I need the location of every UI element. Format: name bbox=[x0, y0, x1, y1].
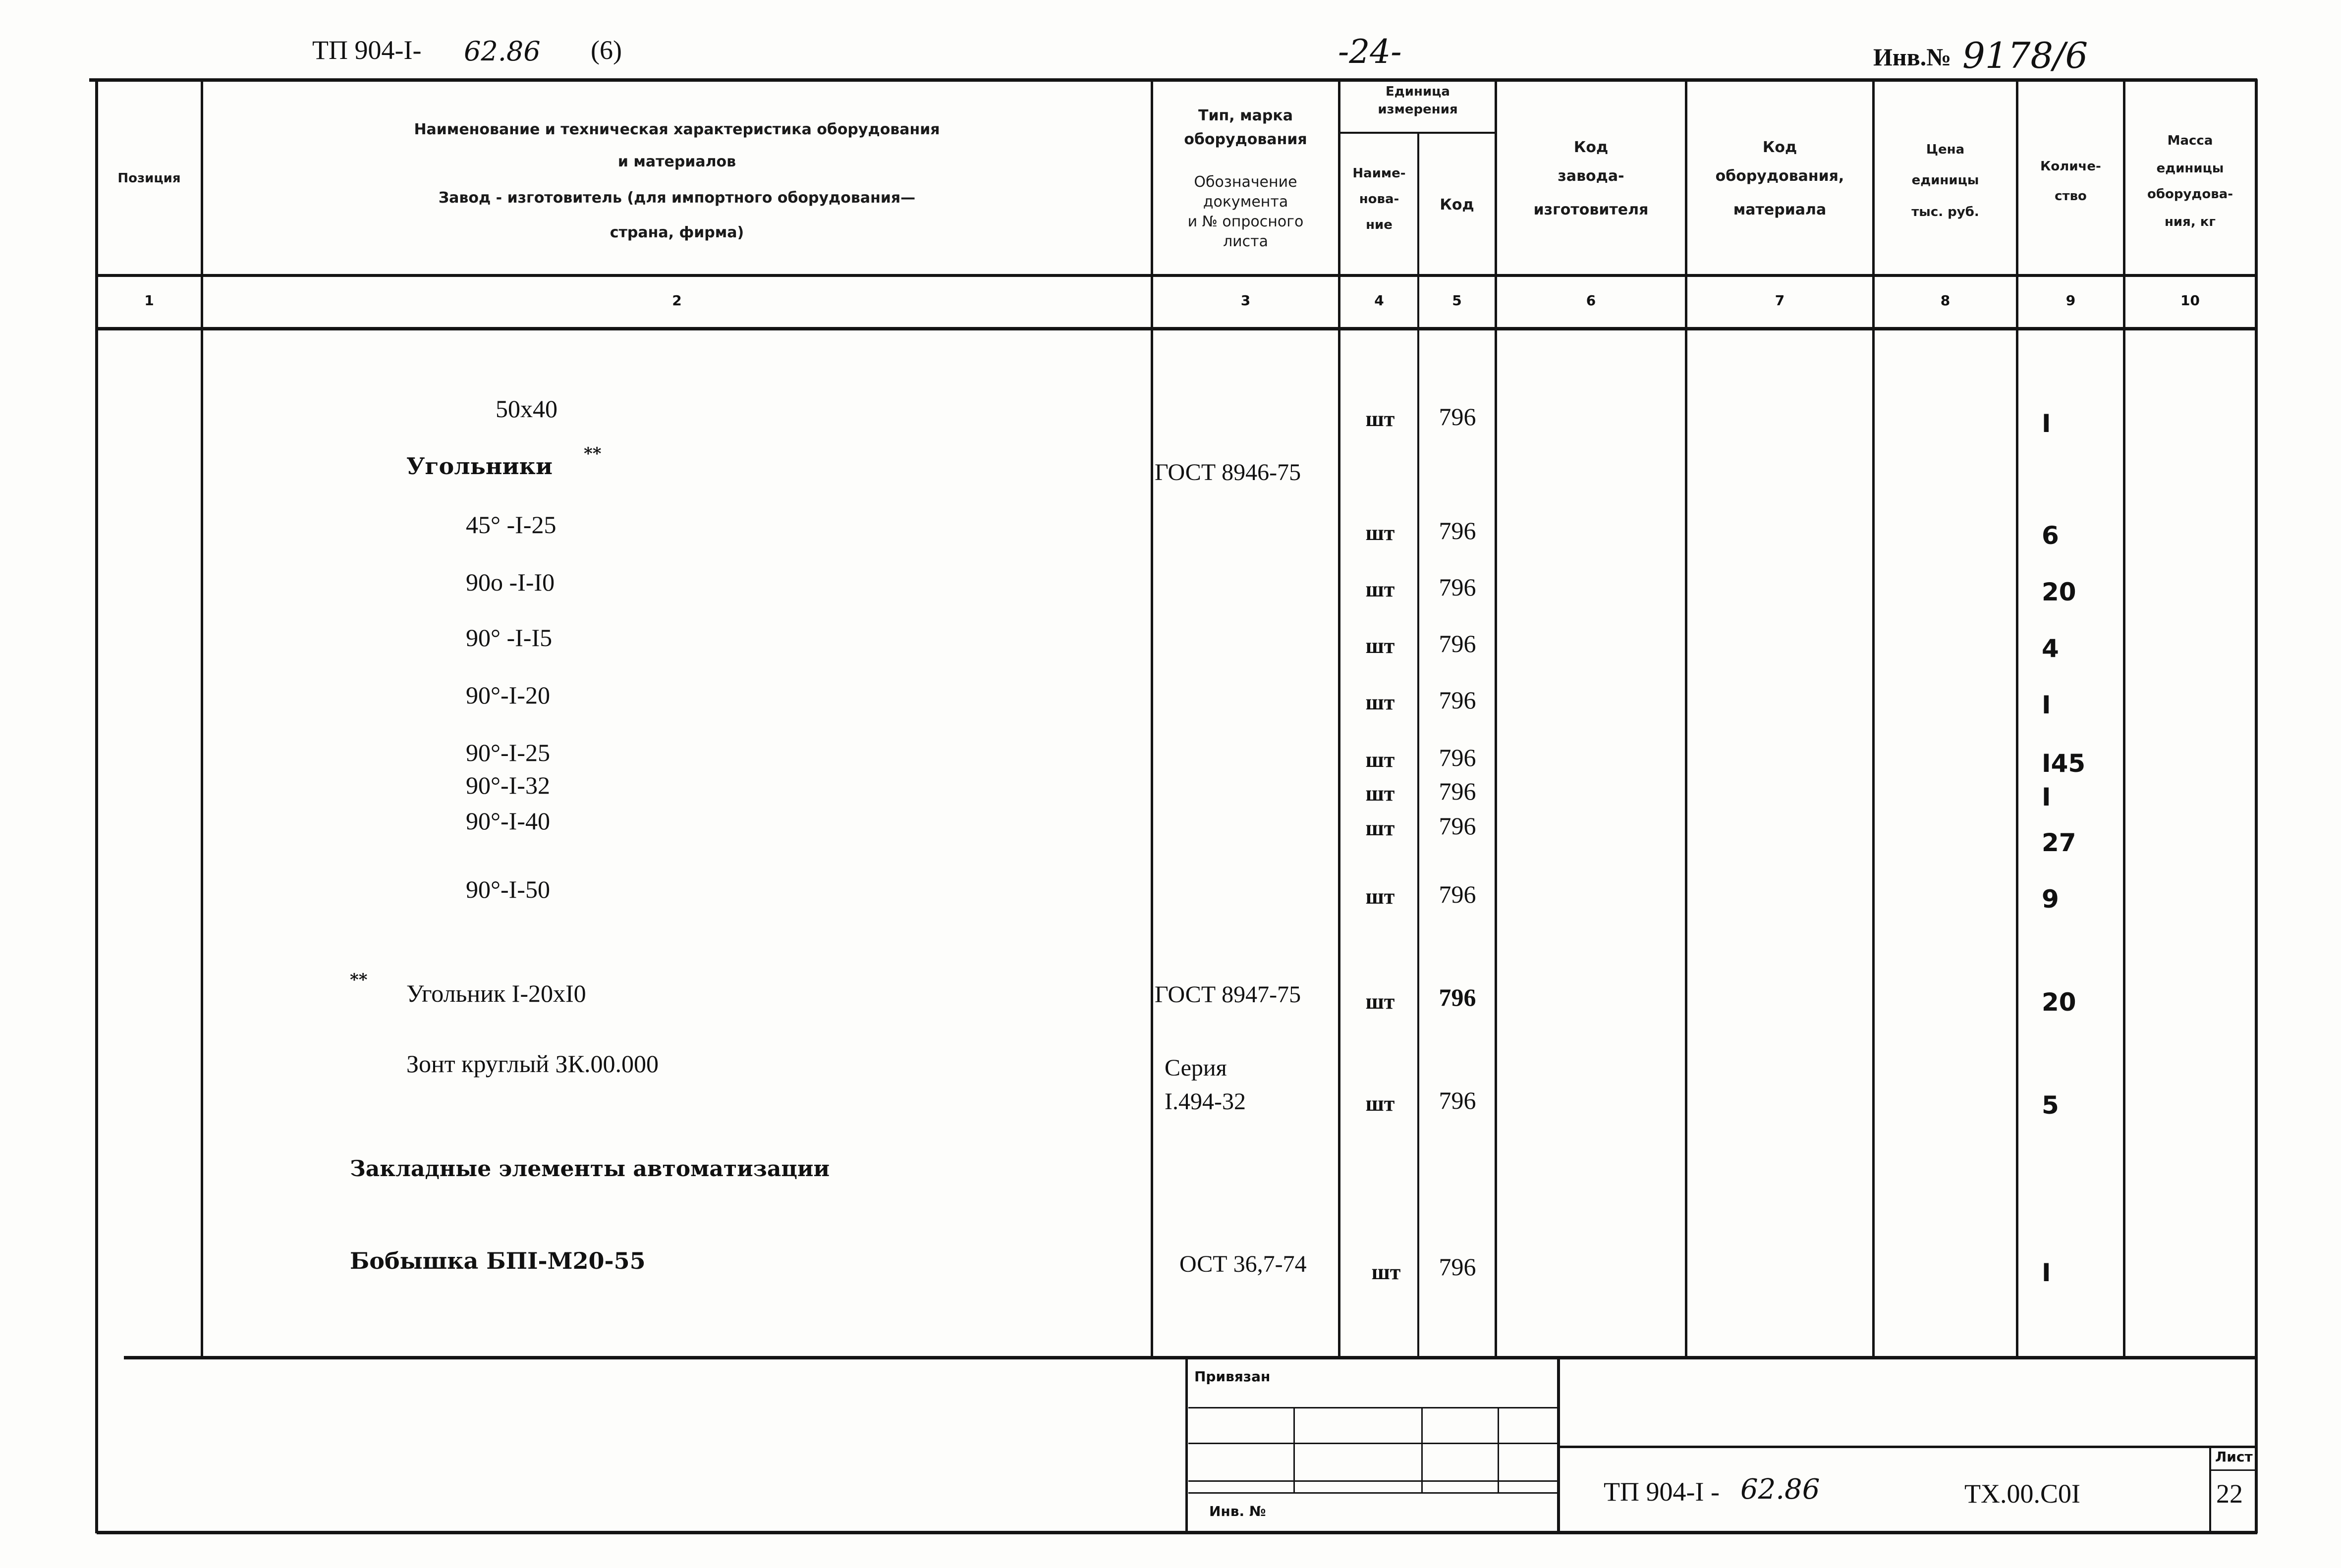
header-unit-group-line2: измерения bbox=[1378, 102, 1458, 117]
column-number: 7 bbox=[1775, 292, 1785, 309]
page-bottom-line bbox=[97, 1531, 2257, 1534]
unit-name: шт bbox=[1365, 1091, 1395, 1116]
header-unit-code: Код bbox=[1440, 196, 1474, 214]
unit-code: 796 bbox=[1439, 744, 1476, 771]
header-mass-line4: ния, кг bbox=[2164, 215, 2216, 229]
header-doc-line1: Обозначение bbox=[1194, 173, 1297, 191]
header-price-line3: тыс. руб. bbox=[1911, 205, 1979, 219]
col7-right-line bbox=[1872, 79, 1875, 1357]
header-name-line2: и материалов bbox=[617, 153, 736, 170]
unit-name: шт bbox=[1365, 407, 1395, 431]
stamp-grid-v1 bbox=[1293, 1407, 1295, 1494]
item-document: ГОСТ 8947-75 bbox=[1155, 981, 1301, 1008]
stamp-document-code: ТХ.00.С0I bbox=[1964, 1479, 2080, 1509]
item-quantity: 27 bbox=[2042, 828, 2076, 857]
header-name-line4: страна, фирма) bbox=[610, 224, 744, 241]
column-number: 10 bbox=[2180, 292, 2200, 309]
header-type-line2: оборудования bbox=[1184, 131, 1307, 148]
stamp-document-handwritten: 62.86 bbox=[1740, 1473, 1820, 1506]
unit-name: шт bbox=[1365, 989, 1395, 1014]
header-unit-name-line1: Наиме- bbox=[1352, 166, 1406, 181]
unit-code: 796 bbox=[1439, 686, 1476, 714]
table-top-border bbox=[89, 78, 2257, 82]
unit-code: 796 bbox=[1439, 630, 1476, 657]
header-mass-line3: оборудова- bbox=[2147, 187, 2233, 202]
item-document-series: Серия bbox=[1165, 1055, 1227, 1081]
item-name: 90°-I-20 bbox=[466, 681, 550, 709]
header-price-line2: единицы bbox=[1911, 173, 1979, 188]
header-quantity-line2: ство bbox=[2055, 189, 2087, 204]
item-name: Угольник I-20xI0 bbox=[406, 979, 586, 1007]
unit-code: 796 bbox=[1439, 517, 1476, 544]
item-quantity: I bbox=[2042, 1258, 2051, 1287]
column-number: 2 bbox=[672, 292, 682, 309]
header-name-line3: Завод - изготовитель (для импортного оборудования— bbox=[438, 189, 916, 207]
header-bottom-line bbox=[95, 274, 2257, 277]
footnote-mark: ** bbox=[584, 444, 602, 464]
stamp-grid-h2 bbox=[1188, 1443, 1557, 1444]
section-heading: Закладные элементы автоматизации bbox=[350, 1156, 830, 1182]
item-quantity: 9 bbox=[2042, 885, 2059, 914]
unit-name: шт bbox=[1365, 816, 1395, 840]
header-doc-line3: и № опросного bbox=[1187, 213, 1304, 230]
header-name-line1: Наименование и техническая характеристика оборудования bbox=[414, 121, 940, 138]
column-number: 1 bbox=[144, 292, 154, 309]
col8-right-line bbox=[2016, 79, 2018, 1357]
header-doc-line2: документа bbox=[1203, 193, 1288, 211]
col5-right-line bbox=[1495, 79, 1497, 1357]
sheet-box-left bbox=[2209, 1446, 2211, 1532]
sheet-number: 22 bbox=[2216, 1479, 2243, 1509]
column-number: 5 bbox=[1452, 292, 1462, 309]
col2-right-line bbox=[1151, 79, 1153, 1357]
page-number: -24- bbox=[1338, 33, 1402, 71]
header-quantity-line1: Количе- bbox=[2040, 159, 2101, 174]
designation-prefix: ТП 904-I- bbox=[312, 35, 422, 65]
item-name: 90°-I-32 bbox=[466, 771, 550, 799]
col9-right-line bbox=[2123, 79, 2125, 1357]
inventory-no-label: Инв. № bbox=[1209, 1503, 1266, 1519]
col6-right-line bbox=[1685, 79, 1687, 1357]
col4-right-line bbox=[1417, 134, 1419, 1357]
sheet-label: Лист bbox=[2215, 1449, 2253, 1465]
item-name: Бобышка БПI-М20-55 bbox=[350, 1247, 646, 1274]
unit-code: 796 bbox=[1439, 812, 1476, 840]
item-name: 90° -I-I5 bbox=[466, 624, 553, 651]
item-name: Угольники bbox=[406, 453, 553, 480]
stamp-grid-v3 bbox=[1498, 1407, 1499, 1494]
unit-name: шт bbox=[1365, 521, 1395, 545]
bound-label: Привязан bbox=[1194, 1368, 1271, 1385]
stamp-grid-v2 bbox=[1421, 1407, 1423, 1494]
item-quantity: 20 bbox=[2042, 578, 2076, 606]
unit-code: 796 bbox=[1439, 403, 1476, 431]
col3-right-line bbox=[1338, 79, 1340, 1357]
item-quantity: 5 bbox=[2042, 1091, 2059, 1120]
item-name: Зонт круглый ЗК.00.000 bbox=[406, 1050, 659, 1078]
item-name: 50x40 bbox=[496, 395, 557, 423]
colnum-bottom-line bbox=[95, 327, 2257, 330]
column-number: 9 bbox=[2065, 292, 2076, 309]
stamp-divider-1 bbox=[1185, 1357, 1188, 1533]
stamp-right-top-line bbox=[1560, 1446, 2255, 1448]
table-right-border bbox=[2255, 79, 2258, 1533]
unit-code: 796 bbox=[1439, 1253, 1476, 1281]
header-mass-line2: единицы bbox=[2156, 161, 2224, 176]
header-price-line1: Цена bbox=[1926, 142, 1965, 157]
item-name: 90°-I-25 bbox=[466, 739, 550, 766]
unit-code: 796 bbox=[1439, 777, 1476, 805]
header-unit-name-line2: нова- bbox=[1359, 192, 1399, 207]
column-number: 3 bbox=[1240, 292, 1251, 309]
header-factory-code-line3: изготовителя bbox=[1533, 201, 1649, 218]
header-unit-name-line3: ние bbox=[1366, 217, 1393, 232]
item-document-number: I.494-32 bbox=[1165, 1088, 1246, 1115]
header-type-line1: Тип, марка bbox=[1198, 107, 1293, 124]
unit-code: 796 bbox=[1439, 573, 1476, 601]
unit-name: шт bbox=[1365, 690, 1395, 714]
item-document: ОСТ 36,7-74 bbox=[1179, 1251, 1307, 1277]
header-equipment-code-line1: Код bbox=[1762, 139, 1797, 156]
header-unit-group-line1: Единица bbox=[1386, 84, 1450, 99]
unit-name: шт bbox=[1365, 884, 1395, 909]
item-name: 45° -I-25 bbox=[466, 511, 557, 539]
body-bottom-line bbox=[124, 1356, 2255, 1359]
sheet-box-mid bbox=[2209, 1469, 2255, 1471]
stamp-document-prefix: ТП 904-I - bbox=[1604, 1477, 1720, 1507]
unit-name: шт bbox=[1371, 1260, 1401, 1284]
item-quantity: 20 bbox=[2042, 988, 2076, 1017]
sheet-code: (6) bbox=[591, 35, 622, 65]
unit-group-line bbox=[1338, 132, 1497, 134]
column-number: 4 bbox=[1374, 292, 1384, 309]
header-factory-code-line1: Код bbox=[1573, 139, 1609, 156]
unit-name: шт bbox=[1365, 634, 1395, 658]
header-factory-code-line2: завода- bbox=[1558, 167, 1624, 185]
inventory-label: Инв.№ bbox=[1873, 43, 1951, 71]
item-name: 90°-I-50 bbox=[466, 875, 550, 903]
unit-name: шт bbox=[1365, 577, 1395, 601]
header-doc-line4: листа bbox=[1223, 233, 1269, 250]
item-quantity: I bbox=[2042, 691, 2051, 719]
column-number: 6 bbox=[1586, 292, 1596, 309]
item-name: 90°-I-40 bbox=[466, 807, 550, 835]
header-position: Позиция bbox=[117, 171, 181, 186]
item-document: ГОСТ 8946-75 bbox=[1155, 459, 1301, 486]
unit-code: 796 bbox=[1439, 983, 1476, 1011]
stamp-grid-h1 bbox=[1188, 1407, 1557, 1408]
header-mass-line1: Масса bbox=[2167, 133, 2213, 148]
item-quantity: 6 bbox=[2042, 521, 2059, 550]
footnote-mark: ** bbox=[350, 970, 368, 990]
item-name: 90o -I-I0 bbox=[466, 568, 555, 596]
stamp-grid-h3 bbox=[1188, 1480, 1557, 1482]
unit-name: шт bbox=[1365, 748, 1395, 772]
item-quantity: I45 bbox=[2042, 749, 2086, 778]
inventory-handwritten: 9178/6 bbox=[1962, 35, 2088, 76]
unit-code: 796 bbox=[1439, 1086, 1476, 1114]
unit-code: 796 bbox=[1439, 880, 1476, 908]
unit-name: шт bbox=[1365, 781, 1395, 806]
col1-right-line bbox=[201, 79, 203, 1357]
stamp-grid-h4 bbox=[1188, 1492, 1557, 1494]
item-quantity: I bbox=[2042, 783, 2051, 811]
designation-handwritten: 62.86 bbox=[464, 36, 541, 67]
header-equipment-code-line3: материала bbox=[1733, 201, 1827, 218]
item-quantity: 4 bbox=[2042, 634, 2059, 663]
header-equipment-code-line2: оборудования, bbox=[1715, 167, 1844, 185]
item-quantity: I bbox=[2042, 409, 2051, 438]
column-number: 8 bbox=[1940, 292, 1951, 309]
